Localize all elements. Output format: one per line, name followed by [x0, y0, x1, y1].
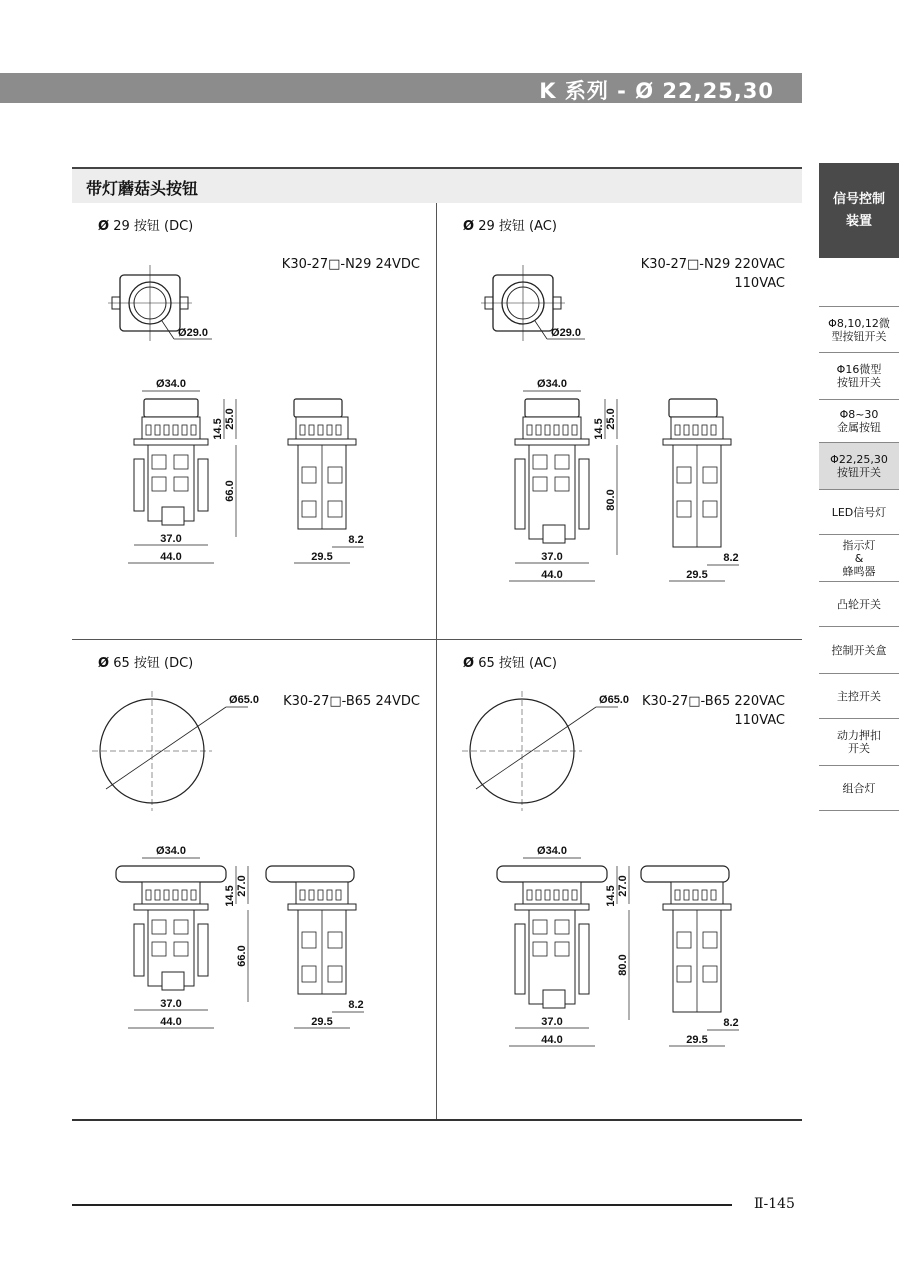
panel-title-text: 29 按钮 (DC)	[113, 219, 194, 234]
mount-plate	[515, 904, 589, 910]
sidebar-item[interactable]	[819, 535, 899, 582]
dimension-label: 14.5	[605, 885, 617, 907]
diameter-symbol: Ø	[98, 219, 110, 234]
model-line: K30-27□-N29 220VAC	[640, 257, 785, 272]
dimension-label: 29.5	[311, 551, 333, 563]
dimension-label: 44.0	[541, 569, 563, 581]
sidebar-item-line: 组合灯	[842, 781, 876, 795]
section-bottom-rule	[72, 1119, 802, 1121]
dimension-label: Ø65.0	[229, 694, 259, 706]
panel-title-text: 65 按钮 (AC)	[478, 656, 557, 671]
drawing-panel	[72, 203, 436, 639]
lamp-socket	[543, 525, 565, 543]
dimension-label: 8.2	[348, 534, 364, 546]
dimension-label: 27.0	[617, 875, 629, 897]
sidebar-item-line: LED信号灯	[831, 505, 887, 519]
button-head	[144, 399, 198, 417]
drawing-panel	[437, 640, 801, 1076]
section-header	[72, 167, 802, 203]
side-clip	[515, 924, 525, 994]
sidebar-item-line: &	[854, 551, 864, 565]
panel-title	[98, 652, 193, 671]
category-sidebar	[819, 163, 899, 811]
sidebar-item-line: 控制开关盒	[831, 643, 887, 657]
side-clip	[134, 924, 144, 976]
model-line: 110VAC	[734, 276, 785, 291]
sidebar-item-label	[843, 539, 876, 578]
dimension-label: 8.2	[348, 999, 364, 1011]
diameter-symbol: Ø	[463, 219, 475, 234]
sidebar-item[interactable]	[819, 443, 899, 490]
sidebar-item-line: Φ8,10,12微	[828, 316, 890, 330]
dimension-drawing	[437, 676, 801, 1076]
button-head	[497, 866, 607, 882]
dimension-label: 8.2	[723, 1017, 739, 1029]
sidebar-item-label	[837, 408, 881, 434]
sidebar-item-label	[832, 506, 887, 519]
lamp-socket	[162, 507, 184, 525]
dimension-label: 29.5	[686, 1034, 708, 1046]
panel-title-text: 65 按钮 (DC)	[113, 656, 194, 671]
model-line: 110VAC	[734, 713, 785, 728]
dimension-label: Ø65.0	[599, 694, 629, 706]
drawing-panel	[72, 640, 436, 1076]
dimension-label: 37.0	[541, 1016, 563, 1028]
dimension-drawing	[72, 676, 436, 1076]
sidebar-item[interactable]	[819, 719, 899, 766]
dimension-label: 14.5	[224, 885, 236, 907]
sidebar-item[interactable]	[819, 766, 899, 811]
side-clip	[579, 924, 589, 994]
sidebar-item-line: 主控开关	[837, 689, 881, 703]
section-title: 带灯蘑菇头按钮	[86, 179, 199, 198]
profile-bezel	[671, 882, 723, 904]
page-number: Ⅱ-145	[754, 1196, 795, 1212]
model-line: K30-27□-B65 24VDC	[283, 694, 420, 709]
sidebar-item-label	[837, 729, 881, 755]
header-banner	[0, 73, 802, 103]
model-line: K30-27□-N29 24VDC	[281, 257, 420, 272]
sidebar-item[interactable]	[819, 674, 899, 719]
sidebar-item-line: Φ22,25,30	[830, 453, 888, 466]
dimension-label: 44.0	[541, 1034, 563, 1046]
dimension-label: 14.5	[593, 418, 605, 440]
sidebar-item-label	[830, 453, 888, 479]
sidebar-item-line: 开关	[848, 742, 870, 755]
sidebar-item-label	[837, 598, 881, 611]
sidebar-active-category[interactable]	[819, 163, 899, 258]
button-head	[116, 866, 226, 882]
sidebar-item[interactable]	[819, 582, 899, 627]
sidebar-item-label	[837, 690, 881, 703]
side-clip	[134, 459, 144, 511]
profile-bezel	[671, 417, 723, 439]
dimension-drawing	[72, 239, 436, 639]
sidebar-item[interactable]	[819, 627, 899, 674]
sidebar-item-label	[832, 644, 887, 657]
footer-rule	[72, 1204, 732, 1206]
dimension-label: 8.2	[723, 552, 739, 564]
dimension-label: Ø34.0	[537, 845, 567, 857]
sidebar-active-line: 装置	[845, 214, 872, 229]
dimension-label: 37.0	[160, 998, 182, 1010]
side-clip	[198, 924, 208, 976]
dimension-label: 37.0	[541, 551, 563, 563]
panel-title	[463, 215, 557, 234]
sidebar-item-line: 按钮开关	[837, 466, 881, 479]
profile-plate	[663, 439, 731, 445]
profile-head	[294, 399, 342, 417]
profile-plate	[663, 904, 731, 910]
sidebar-item-line: 按钮开关	[837, 376, 881, 389]
sidebar-item-label	[843, 782, 876, 795]
profile-head	[669, 399, 717, 417]
dimension-label: 80.0	[617, 954, 629, 976]
dimension-label: 44.0	[160, 1016, 182, 1028]
dimension-label: Ø29.0	[551, 327, 581, 339]
profile-head	[266, 866, 354, 882]
diameter-symbol: Ø	[463, 656, 475, 671]
dimension-label: 14.5	[212, 418, 224, 440]
sidebar-item-line: 凸轮开关	[837, 597, 881, 611]
dimension-label: Ø34.0	[156, 378, 186, 390]
side-clip	[198, 459, 208, 511]
drawing-panel	[437, 203, 801, 639]
sidebar-item[interactable]	[819, 400, 899, 443]
dimension-drawing	[437, 239, 801, 639]
dimension-label: 27.0	[236, 875, 248, 897]
sidebar-item-line: 蜂鸣器	[842, 564, 876, 578]
panel-title-text: 29 按钮 (AC)	[478, 219, 557, 234]
dimension-label: 80.0	[605, 489, 617, 511]
sidebar-item-line: 金属按钮	[837, 421, 881, 434]
sidebar-item-line: 指示灯	[842, 538, 876, 552]
sidebar-active-line: 信号控制	[832, 192, 885, 207]
profile-bezel	[296, 882, 348, 904]
profile-bezel	[296, 417, 348, 439]
profile-plate	[288, 904, 356, 910]
product-section	[72, 167, 802, 1121]
panel-title	[463, 652, 557, 671]
mount-plate	[134, 439, 208, 445]
mount-plate	[515, 439, 589, 445]
lamp-socket	[543, 990, 565, 1008]
side-clip	[515, 459, 525, 529]
dimension-label: 25.0	[605, 408, 617, 430]
sidebar-item[interactable]	[819, 307, 899, 353]
model-line: K30-27□-B65 220VAC	[641, 694, 785, 709]
dimension-label: 44.0	[160, 551, 182, 563]
dimension-label: 29.5	[686, 569, 708, 581]
dimension-label: Ø34.0	[537, 378, 567, 390]
lamp-socket	[162, 972, 184, 990]
dimension-label: 25.0	[224, 408, 236, 430]
panel-title	[98, 215, 193, 234]
button-head	[525, 399, 579, 417]
dimension-label: 29.5	[311, 1016, 333, 1028]
page-title: K 系列 - Ø 22,25,30	[539, 79, 774, 103]
sidebar-item-line: 动力押扣	[837, 729, 881, 742]
sidebar-item-line: 型按钮开关	[831, 329, 887, 343]
sidebar-item-label	[837, 363, 882, 389]
sidebar-item[interactable]	[819, 490, 899, 535]
sidebar-item-label	[828, 317, 890, 343]
sidebar-item-line: Φ8~30	[839, 408, 879, 421]
dimension-label: 37.0	[160, 533, 182, 545]
dimension-label: Ø34.0	[156, 845, 186, 857]
side-clip	[579, 459, 589, 529]
dimension-label: 66.0	[224, 480, 236, 502]
profile-head	[641, 866, 729, 882]
diameter-symbol: Ø	[98, 656, 110, 671]
sidebar-item-line: Φ16微型	[836, 363, 882, 376]
profile-plate	[288, 439, 356, 445]
sidebar-item[interactable]	[819, 353, 899, 400]
dimension-label: 66.0	[236, 945, 248, 967]
mount-plate	[134, 904, 208, 910]
dimension-label: Ø29.0	[178, 327, 208, 339]
